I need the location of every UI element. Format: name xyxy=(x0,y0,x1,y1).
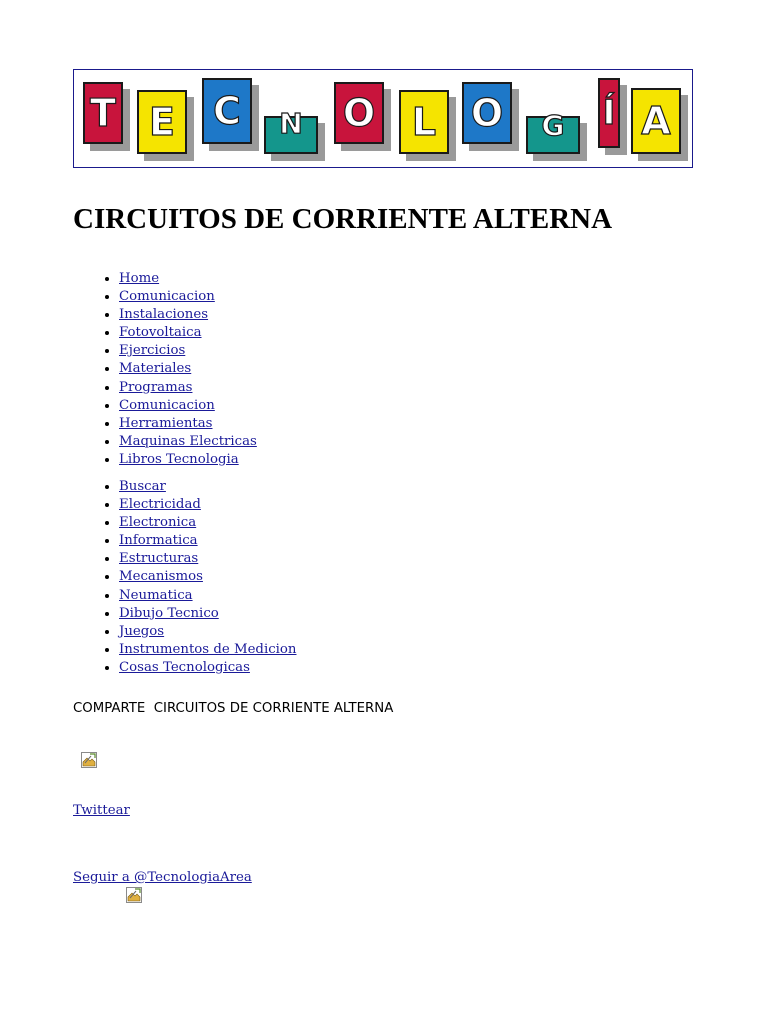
logo-letter: N xyxy=(279,106,303,140)
logo-letter: O xyxy=(470,91,504,135)
nav-cosas-tecnologicas-link[interactable]: Cosas Tecnologicas xyxy=(119,659,250,675)
nav-list-item xyxy=(119,623,296,641)
broken-image-icon[interactable] xyxy=(126,887,142,903)
nav-estructuras-link[interactable]: Estructuras xyxy=(119,551,199,567)
nav-list-item xyxy=(119,397,257,415)
logo-letter-tile xyxy=(598,78,620,148)
nav-materiales-link[interactable]: Materiales xyxy=(119,361,192,377)
nav-list-item xyxy=(119,605,296,623)
nav-home-link[interactable]: Home xyxy=(119,271,160,286)
logo-letter-tile xyxy=(462,82,512,144)
nav-list-item xyxy=(119,641,296,659)
nav-programas-link[interactable]: Programas xyxy=(119,379,193,395)
nav-list-item xyxy=(119,288,257,306)
logo-letter-tile xyxy=(631,88,681,154)
nav-list-item xyxy=(119,478,296,496)
nav-list-item xyxy=(119,270,257,288)
nav-list-item xyxy=(119,587,296,605)
nav-comunicacion-link[interactable]: Comunicacion xyxy=(119,289,215,305)
logo-letter: G xyxy=(541,108,565,142)
nav-list-item xyxy=(119,433,257,451)
nav-list-item xyxy=(119,415,257,433)
logo-letter: L xyxy=(411,100,437,144)
nav-list-item xyxy=(119,306,257,324)
nav-comunicacion-link[interactable]: Comunicacion xyxy=(119,397,215,413)
secondary-nav-list xyxy=(99,478,296,677)
nav-instrumentos-de-medicion-link[interactable]: Instrumentos de Medicion xyxy=(119,641,297,657)
nav-dibujo-tecnico-link[interactable]: Dibujo Tecnico xyxy=(119,605,219,621)
nav-list-item xyxy=(119,379,257,397)
nav-list-item xyxy=(119,532,296,550)
nav-list-item xyxy=(119,659,296,677)
logo-letter: C xyxy=(213,89,241,133)
logo-letter: E xyxy=(149,100,175,144)
nav-list-item xyxy=(119,324,257,342)
logo-letter-tile xyxy=(526,108,580,154)
broken-image-icon[interactable] xyxy=(81,752,97,768)
nav-herramientas-link[interactable]: Herramientas xyxy=(119,415,213,431)
nav-list-item xyxy=(119,496,296,514)
logo-letter-tile xyxy=(334,82,384,144)
nav-informatica-link[interactable]: Informatica xyxy=(119,533,198,549)
logo-letter-tile xyxy=(137,90,187,154)
nav-ejercicios-link[interactable]: Ejercicios xyxy=(119,343,186,359)
logo-letter-tile xyxy=(264,106,318,154)
logo-letter: T xyxy=(90,91,116,135)
nav-libros-tecnologia-link[interactable]: Libros Tecnologia xyxy=(119,451,239,467)
nav-list-item xyxy=(119,342,257,360)
nav-list-item xyxy=(119,550,296,568)
nav-list-item xyxy=(119,568,296,586)
logo-letter-tile xyxy=(399,90,449,154)
nav-list-item xyxy=(119,514,296,532)
site-logo-banner[interactable] xyxy=(73,69,693,168)
nav-buscar-link[interactable]: Buscar xyxy=(119,479,166,494)
page-title: CIRCUITOS DE CORRIENTE ALTERNA xyxy=(73,203,613,235)
nav-list-item xyxy=(119,451,257,469)
primary-nav-list xyxy=(99,270,257,469)
twitter-share-link[interactable]: Twittear xyxy=(73,803,130,818)
logo-letter: O xyxy=(342,91,376,135)
nav-neumatica-link[interactable]: Neumatica xyxy=(119,587,193,603)
nav-instalaciones-link[interactable]: Instalaciones xyxy=(119,307,209,323)
logo-letter-tile xyxy=(202,78,252,144)
nav-electricidad-link[interactable]: Electricidad xyxy=(119,497,201,513)
nav-juegos-link[interactable]: Juegos xyxy=(119,623,165,639)
logo-letter: A xyxy=(641,99,671,143)
nav-fotovoltaica-link[interactable]: Fotovoltaica xyxy=(119,325,202,341)
share-heading: COMPARTE CIRCUITOS DE CORRIENTE ALTERNA xyxy=(73,701,394,716)
nav-list-item xyxy=(119,360,257,378)
follow-twitter-link[interactable]: Seguir a @TecnologiaArea xyxy=(73,870,252,885)
nav-electronica-link[interactable]: Electronica xyxy=(119,515,197,531)
nav-maquinas-electricas-link[interactable]: Maquinas Electricas xyxy=(119,433,257,449)
logo-letter-tile xyxy=(83,82,123,144)
logo-letter: Í xyxy=(602,93,616,133)
nav-mecanismos-link[interactable]: Mecanismos xyxy=(119,569,203,585)
